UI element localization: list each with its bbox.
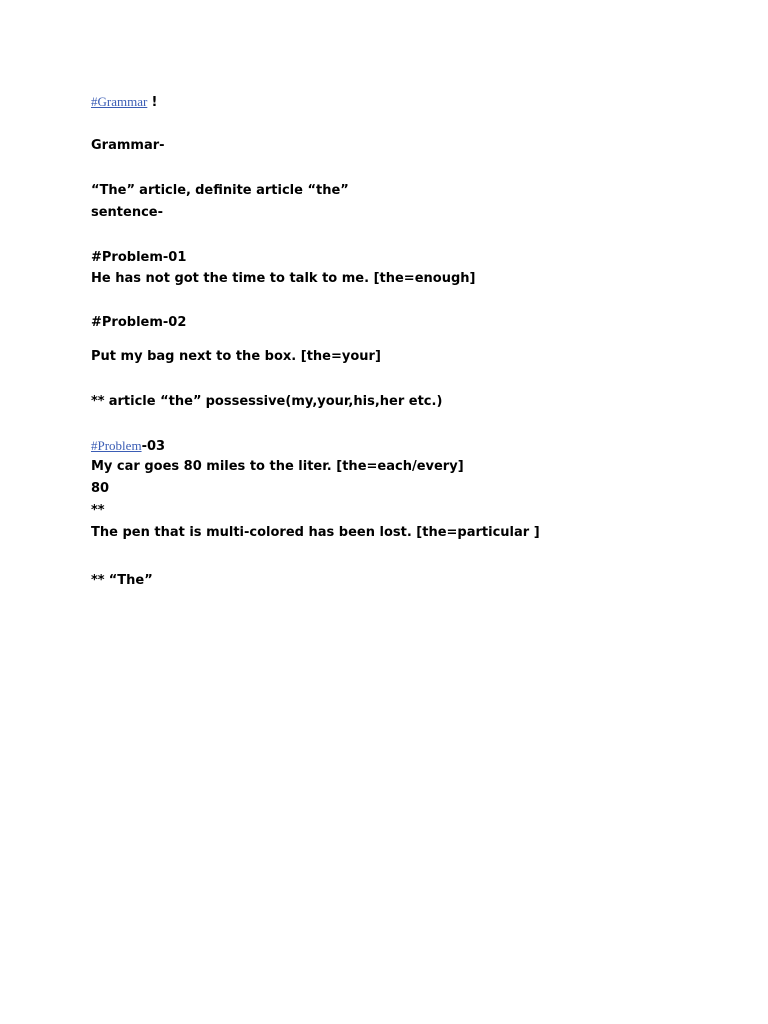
problem-03-bangla-meaning <box>91 481 109 497</box>
sentence-word: sentence- <box>91 205 164 220</box>
the-quote: “The” <box>108 573 153 588</box>
problem-02-heading: #Problem-02 <box>91 315 187 330</box>
problem-03-eq: the=each/every] <box>342 459 464 474</box>
paragraph-line-5 <box>91 205 163 221</box>
note-asterisks: ** <box>91 394 105 409</box>
note-asterisks: ** <box>91 503 105 518</box>
paragraph-line-4 <box>91 183 349 199</box>
grammar-word: Grammar- <box>91 138 165 153</box>
the-quote: “The” <box>91 183 136 198</box>
problem-01-heading: #Problem-01 <box>91 250 187 265</box>
problem-04-english: The pen that is multi-colored has been lost. [ <box>91 525 423 540</box>
problem-02-english: Put my bag next to the box. [ <box>91 349 307 364</box>
possessive-note <box>91 394 442 410</box>
article-word: article, <box>139 183 191 198</box>
problem-03-sentence <box>91 459 464 475</box>
problem-03-english: My car goes 80 miles to the liter. [ <box>91 459 343 474</box>
problem-01-english: He has not got the time to talk to me. [ <box>91 271 380 286</box>
problem-04-eq: the=particular <box>422 525 530 540</box>
problem-04-sentence <box>91 525 540 541</box>
heading-exclaim: ! <box>151 95 158 110</box>
problem-04-close: ] <box>533 525 540 540</box>
grammar-heading-link[interactable]: #Grammar <box>91 94 148 109</box>
paragraph-line-2 <box>91 138 165 154</box>
problem-03-link[interactable]: #Problem <box>91 438 142 453</box>
heading-line <box>91 94 157 111</box>
problem-02-sentence <box>91 349 381 365</box>
note-3-line <box>91 573 153 589</box>
note-asterisks: ** <box>91 573 105 588</box>
eighty-number: 80 <box>91 481 110 496</box>
definite-article-phrase: definite article “the” <box>195 183 349 198</box>
problem-03-heading-line <box>91 438 165 455</box>
article-the-word: article “the” <box>108 394 202 409</box>
problem-03-number: -03 <box>141 439 166 454</box>
problem-01-sentence <box>91 271 475 287</box>
problem-01-eq: the=enough] <box>379 271 476 286</box>
note-2-line <box>91 503 105 519</box>
possessive-list: possessive(my,your,his,her etc.) <box>205 394 443 409</box>
problem-02-eq: the=your] <box>306 349 381 364</box>
